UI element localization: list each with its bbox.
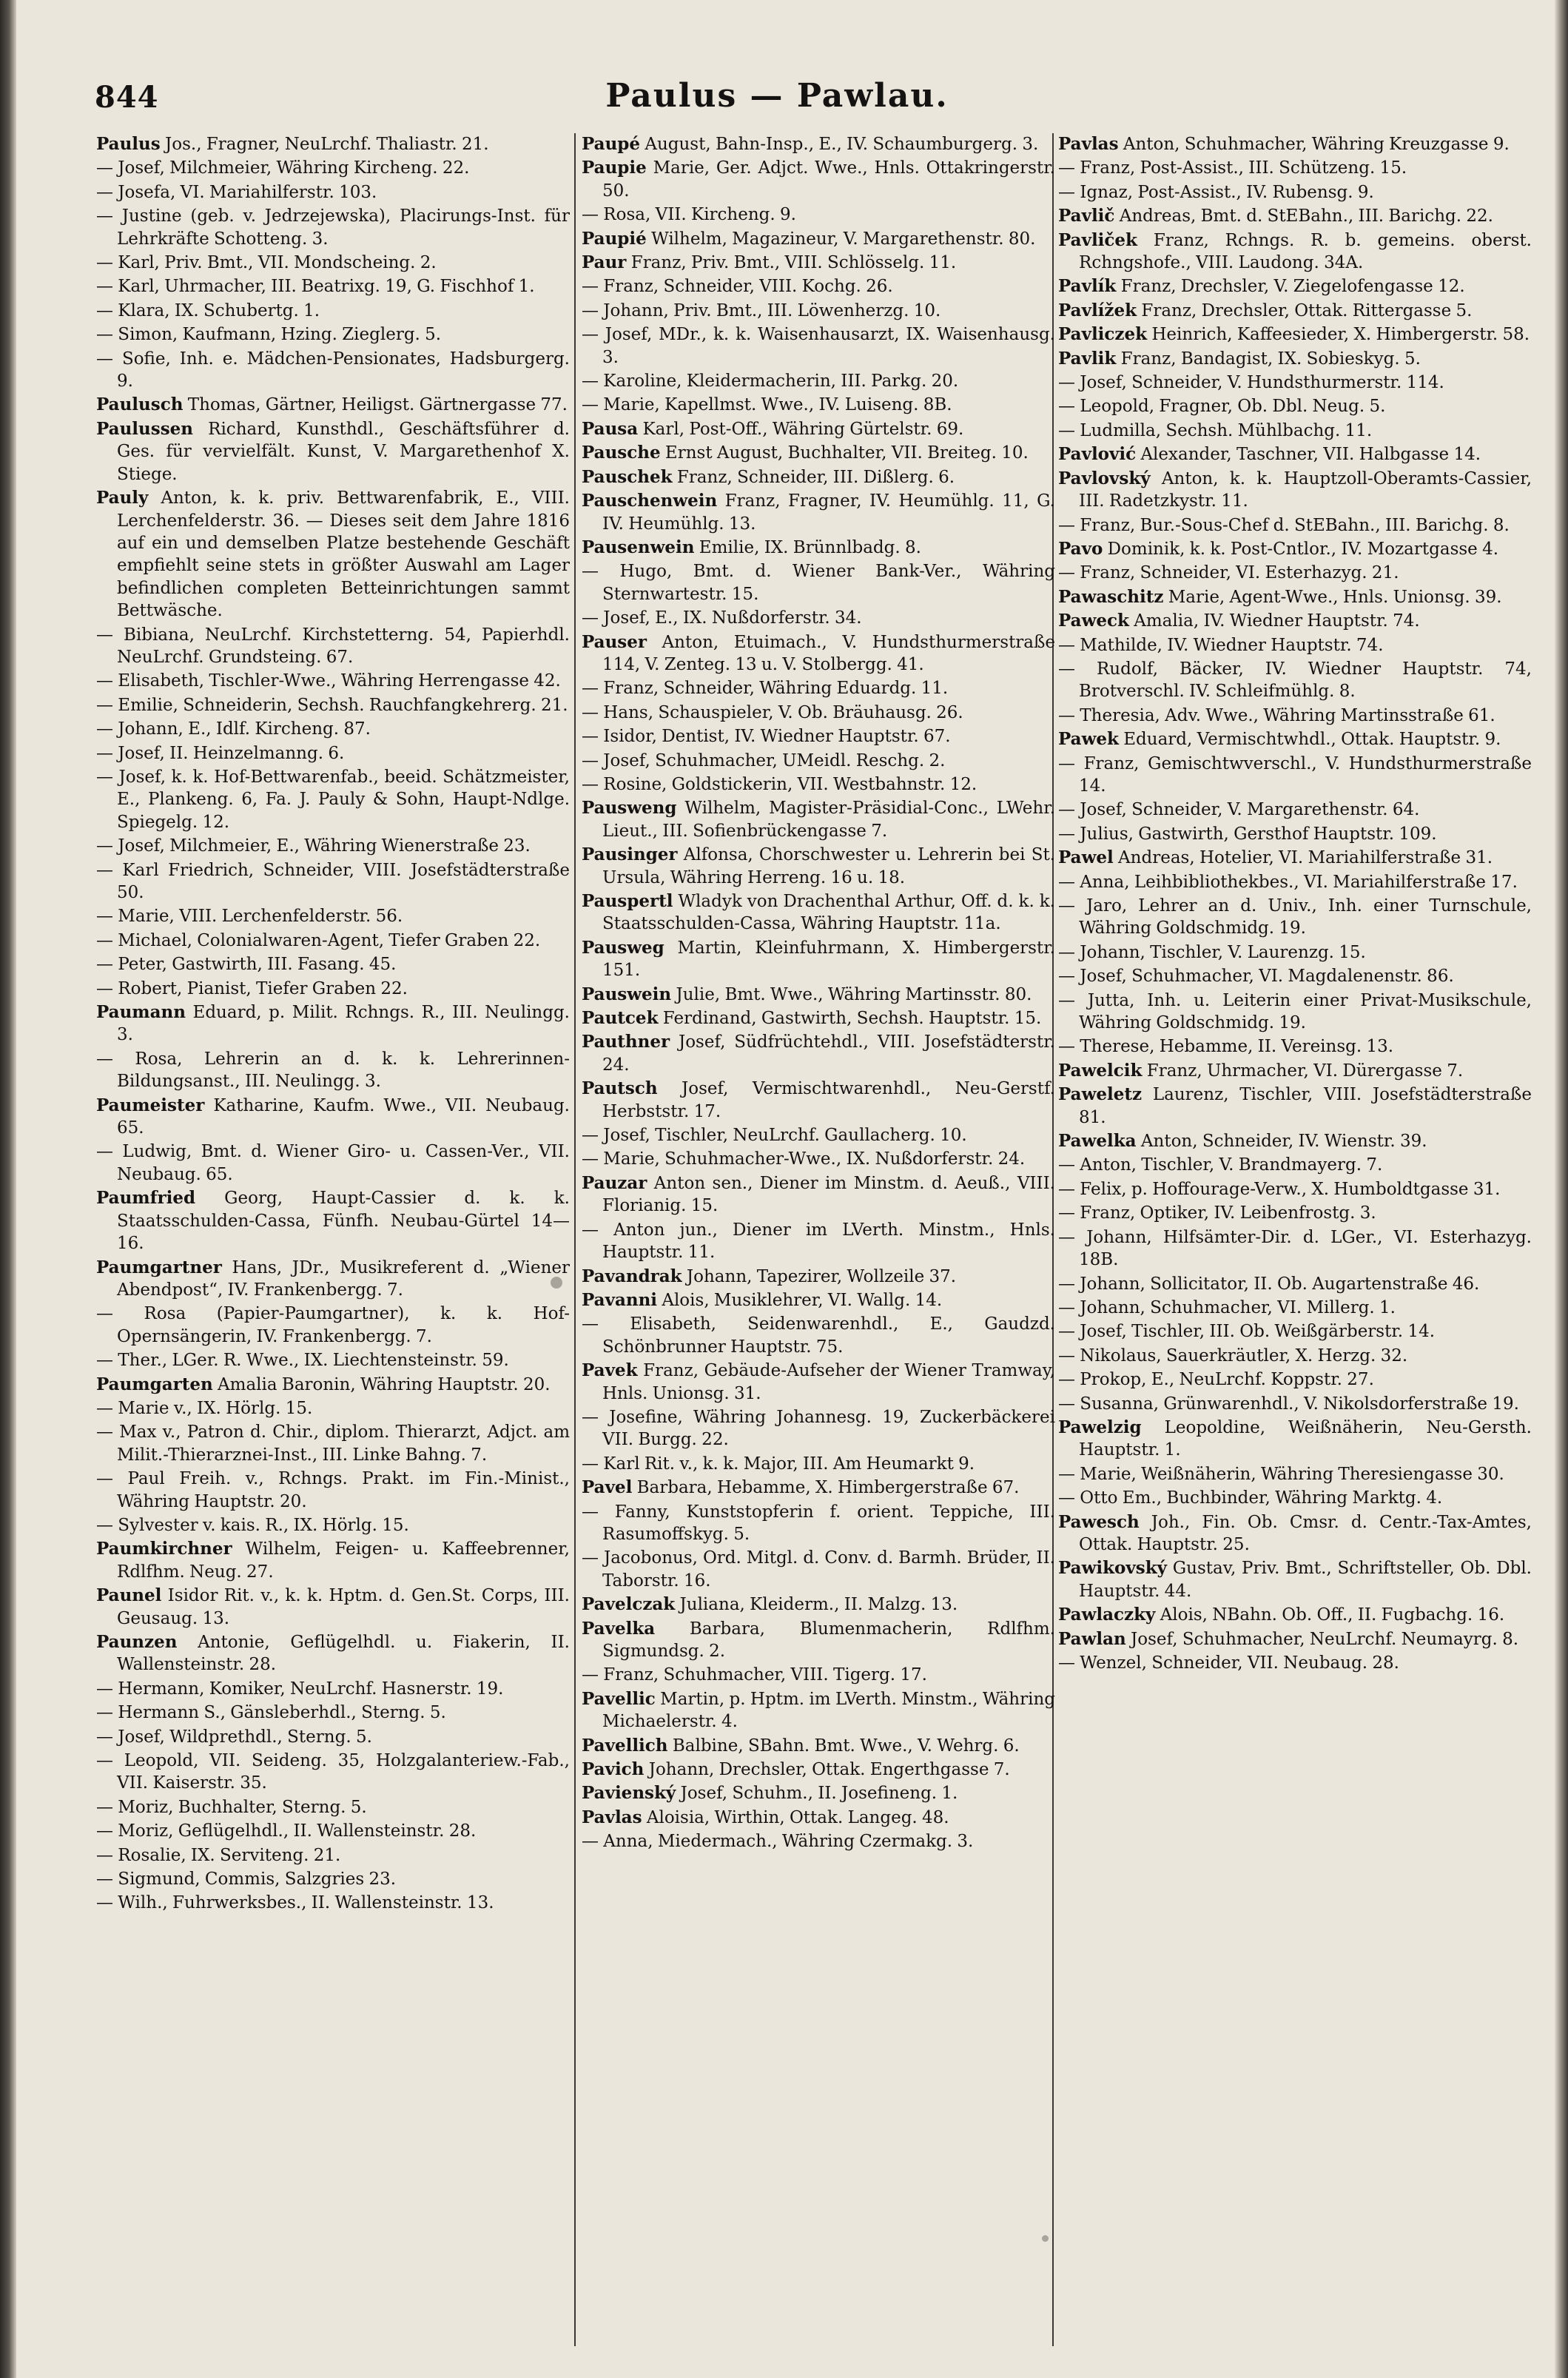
directory-entry: — Johann, Priv. Bmt., III. Löwenherzg. 10. [582, 300, 941, 320]
directory-entry: Pavliczek Heinrich, Kaffeesieder, X. Himbergerstr. 58. [1058, 324, 1530, 345]
directory-entry: — Bibiana, NeuLrchf. Kirchstetterng. 54, Papierhdl. NeuLrchf. Grundsteing. 67. [96, 625, 570, 667]
directory-entry: — Franz, Optiker, IV. Leibenfrostg. 3. [1058, 1203, 1376, 1223]
directory-entry: — Josef, Schneider, V. Hundsthurmerstr. 114. [1058, 373, 1444, 393]
directory-entry: — Franz, Gemischtwverschl., V. Hundsthurmerstraße 14. [1058, 753, 1532, 796]
directory-entry: Paupié Wilhelm, Magazineur, V. Margarethenstr. 80. [582, 228, 1036, 249]
directory-entry: — Franz, Schuhmacher, VIII. Tigerg. 17. [582, 1665, 927, 1685]
directory-entry: Pawelzig Leopoldine, Weißnäherin, Neu-Gersth. Hauptstr. 1. [1058, 1417, 1532, 1460]
entry-surname: Pausinger [582, 844, 678, 865]
directory-entry: Pavlović Alexander, Taschner, VII. Halbgasse 14. [1058, 444, 1481, 465]
entry-surname: Pavlik [1058, 348, 1117, 369]
directory-entry: — Paul Freih. v., Rchngs. Prakt. im Fin.-Minist., Währing Hauptstr. 20. [96, 1469, 570, 1511]
page-number: 844 [95, 80, 159, 115]
directory-entry: Pavanni Alois, Musiklehrer, VI. Wallg. 14. [582, 1289, 943, 1310]
entry-surname: Pawikovský [1058, 1558, 1168, 1579]
directory-entry: — Susanna, Grünwarenhdl., V. Nikolsdorferstraße 19. [1058, 1394, 1519, 1414]
directory-entry: — Karl, Uhrmacher, III. Beatrixg. 19, G. Fischhof 1. [96, 277, 535, 297]
entry-surname: Paweck [1058, 611, 1129, 631]
page-edge-left [0, 0, 16, 2378]
directory-entry: Paulusch Thomas, Gärtner, Heiligst. Gärtnergasse 77. [96, 394, 568, 415]
directory-entry: — Marie, Weißnäherin, Währing Theresiengasse 30. [1058, 1464, 1504, 1484]
entry-surname: Pavel [582, 1477, 633, 1498]
directory-entry: Pausweg Martin, Kleinfuhrmann, X. Himbergerstr. 151. [582, 937, 1055, 981]
entry-surname: Pauthner [582, 1032, 670, 1052]
entry-surname: Pavienský [582, 1783, 676, 1804]
directory-entry: — Johann, Hilfsämter-Dir. d. LGer., VI. Esterhazyg. 18B. [1058, 1227, 1532, 1270]
directory-entry: — Michael, Colonialwaren-Agent, Tiefer Graben 22. [96, 930, 541, 950]
directory-entry: — Prokop, E., NeuLrchf. Koppstr. 27. [1058, 1370, 1374, 1390]
directory-entry: Pausweng Wilhelm, Magister-Präsidial-Conc., LWehr. Lieut., III. Sofienbrückengasse 7. [582, 798, 1055, 841]
directory-entry: — Josef, Milchmeier, Währing Kircheng. 22. [96, 158, 470, 178]
directory-entry: — Johann, E., Idlf. Kircheng. 87. [96, 719, 371, 739]
directory-entry: Paumkirchner Wilhelm, Feigen- u. Kaffeebrenner, Rdlfhm. Neug. 27. [96, 1539, 570, 1582]
directory-entry: Pavlik Franz, Bandagist, IX. Sobieskyg. 5. [1058, 348, 1421, 369]
directory-entry: Pausa Karl, Post-Off., Währing Gürtelstr. 69. [582, 418, 964, 439]
directory-entry: — Josef, Milchmeier, E., Währing Wienerstraße 23. [96, 836, 531, 856]
entry-surname: Pawel [1058, 847, 1114, 868]
directory-entry: Pausenwein Emilie, IX. Brünnlbadg. 8. [582, 537, 921, 557]
directory-entry: — Josef, Wildprethdl., Sterng. 5. [96, 1727, 372, 1747]
directory-entry: Pavel Barbara, Hebamme, X. Himbergerstraße 67. [582, 1477, 1020, 1498]
entry-surname: Pausweng [582, 798, 677, 819]
directory-entry: — Rosa, VII. Kircheng. 9. [582, 205, 796, 225]
directory-entry: — Sofie, Inh. e. Mädchen-Pensionates, Hadsburgerg. 9. [96, 349, 570, 392]
directory-entry: — Johann, Sollicitator, II. Ob. Augartenstraße 46. [1058, 1274, 1480, 1294]
directory-entry: — Ther., LGer. R. Wwe., IX. Liechtensteinstr. 59. [96, 1351, 509, 1371]
entry-surname: Paumgarten [96, 1374, 213, 1394]
entry-surname: Pausweg [582, 937, 664, 958]
entry-surname: Pawesch [1058, 1511, 1140, 1532]
entry-surname: Paunzen [96, 1632, 178, 1652]
entry-surname: Pavlížek [1058, 300, 1137, 320]
entry-surname: Pawelzig [1058, 1417, 1142, 1437]
directory-entry: — Anna, Leihbibliothekbes., VI. Mariahilferstraße 17. [1058, 872, 1518, 892]
directory-entry: — Wenzel, Schneider, VII. Neubaug. 28. [1058, 1653, 1399, 1673]
directory-entry: Pawelka Anton, Schneider, IV. Wienstr. 39. [1058, 1131, 1427, 1152]
directory-entry: Pausinger Alfonsa, Chorschwester u. Lehrerin bei St. Ursula, Währing Herreng. 16 u. 18. [582, 844, 1055, 887]
entry-surname: Pauschenwein [582, 491, 718, 511]
directory-entry: Paumeister Katharine, Kaufm. Wwe., VII. Neubaug. 65. [96, 1095, 570, 1138]
directory-entry: — Franz, Bur.-Sous-Chef d. StEBahn., III. Barichg. 8. [1058, 515, 1510, 535]
directory-entry: Pawlaczky Alois, NBahn. Ob. Off., II. Fugbachg. 16. [1058, 1605, 1505, 1625]
directory-entry: — Moriz, Buchhalter, Sterng. 5. [96, 1797, 367, 1817]
directory-entry: — Leopold, Fragner, Ob. Dbl. Neug. 5. [1058, 397, 1386, 417]
directory-entry: Pawlan Josef, Schuhmacher, NeuLrchf. Neumayrg. 8. [1058, 1628, 1519, 1649]
entry-surname: Pavelka [582, 1618, 656, 1639]
directory-entry: Pauschenwein Franz, Fragner, IV. Heumühlg. 11, G. IV. Heumühlg. 13. [582, 491, 1055, 534]
directory-entry: Pawikovský Gustav, Priv. Bmt., Schriftsteller, Ob. Dbl. Hauptstr. 44. [1058, 1558, 1532, 1601]
directory-entry: — Nikolaus, Sauerkräutler, X. Herzg. 32. [1058, 1346, 1408, 1366]
entry-surname: Pavellich [582, 1735, 668, 1756]
entry-surname: Pavlovský [1058, 468, 1151, 488]
directory-entry: Pawek Eduard, Vermischtwhdl., Ottak. Hauptstr. 9. [1058, 729, 1501, 750]
directory-entry: Paumfried Georg, Haupt-Cassier d. k. k. Staatsschulden-Cassa, Fünfh. Neubau-Gürtel 14—16. [96, 1188, 570, 1254]
directory-entry: — Fanny, Kunststopferin f. orient. Teppiche, III. Rasumoffskyg. 5. [582, 1502, 1055, 1544]
directory-entry: — Theresia, Adv. Wwe., Währing Martinsstraße 61. [1058, 705, 1495, 725]
entry-surname: Pavlas [582, 1807, 642, 1827]
directory-entry: — Marie, Schuhmacher-Wwe., IX. Nußdorferstr. 24. [582, 1149, 1026, 1169]
directory-entry: Pauschek Franz, Schneider, III. Dißlerg. 6. [582, 466, 955, 487]
directory-entry: — Josef, MDr., k. k. Waisenhausarzt, IX. Waisenhausg. 3. [582, 325, 1055, 367]
directory-entry: — Marie, Kapellmst. Wwe., IV. Luiseng. 8B. [582, 395, 952, 415]
directory-entry: — Josef, E., IX. Nußdorferstr. 34. [582, 608, 862, 628]
entry-surname: Pavek [582, 1360, 638, 1381]
directory-column-3 [1058, 133, 1532, 2346]
directory-entry: — Julius, Gastwirth, Gersthof Hauptstr. 109. [1058, 824, 1437, 844]
directory-entry: — Rosa (Papier-Paumgartner), k. k. Hof-Opernsängerin, IV. Frankenbergg. 7. [96, 1304, 570, 1346]
directory-entry: — Franz, Schneider, Währing Eduardg. 11. [582, 679, 949, 699]
directory-entry: Pawesch Joh., Fin. Ob. Cmsr. d. Centr.-Tax-Amtes, Ottak. Hauptstr. 25. [1058, 1511, 1532, 1554]
directory-entry: — Franz, Schneider, VI. Esterhazyg. 21. [1058, 563, 1399, 583]
directory-entry: Paunel Isidor Rit. v., k. k. Hptm. d. Gen.St. Corps, III. Geusaug. 13. [96, 1585, 570, 1628]
directory-entry: — Johann, Schuhmacher, VI. Millerg. 1. [1058, 1297, 1396, 1317]
directory-entry: Paweletz Laurenz, Tischler, VIII. Josefstädterstraße 81. [1058, 1084, 1532, 1127]
directory-entry: Pauthner Josef, Südfrüchtehdl., VIII. Josefstädterstr. 24. [582, 1032, 1055, 1075]
directory-entry: — Josef, Schneider, V. Margarethenstr. 64. [1058, 800, 1420, 820]
directory-entry: — Hermann, Komiker, NeuLrchf. Hasnerstr. 19. [96, 1679, 504, 1699]
directory-entry: — Karoline, Kleidermacherin, III. Parkg. 20. [582, 372, 959, 392]
directory-entry: — Marie, VIII. Lerchenfelderstr. 56. [96, 907, 403, 927]
entry-surname: Pawelcik [1058, 1060, 1143, 1081]
directory-entry: Pawelcik Franz, Uhrmacher, VI. Dürergasse 7. [1058, 1060, 1464, 1081]
entry-surname: Pavellic [582, 1688, 656, 1709]
entry-surname: Pausche [582, 443, 661, 463]
directory-entry: Paweck Amalia, IV. Wiedner Hauptstr. 74. [1058, 611, 1420, 631]
entry-surname: Pauly [96, 488, 149, 508]
directory-entry: Pavlížek Franz, Drechsler, Ottak. Rittergasse 5. [1058, 300, 1473, 320]
directory-entry: — Karl Friedrich, Schneider, VIII. Josefstädterstraße 50. [96, 860, 570, 902]
directory-entry: — Sigmund, Commis, Salzgries 23. [96, 1870, 397, 1890]
entry-surname: Paupié [582, 228, 647, 249]
entry-surname: Paweletz [1058, 1084, 1143, 1105]
directory-entry: — Ludwig, Bmt. d. Wiener Giro- u. Cassen-Ver., VII. Neubaug. 65. [96, 1142, 570, 1184]
directory-entry: Paumgarten Amalia Baronin, Währing Hauptstr. 20. [96, 1374, 551, 1394]
entry-surname: Paur [582, 252, 627, 273]
directory-entry: Pavelczak Juliana, Kleiderm., II. Malzg. 13. [582, 1594, 958, 1615]
directory-entry: — Max v., Patron d. Chir., diplom. Thierarzt, Adjct. am Milit.-Thierarznei-Inst., III. Linke Bahng. 7. [96, 1423, 570, 1465]
entry-surname: Paulusch [96, 394, 184, 415]
directory-entry: Pautcek Ferdinand, Gastwirth, Sechsh. Hauptstr. 15. [582, 1008, 1042, 1029]
directory-entry: — Rudolf, Bäcker, IV. Wiedner Hauptstr. 74, Brotverschl. IV. Schleifmühlg. 8. [1058, 659, 1532, 702]
directory-entry: — Rosa, Lehrerin an d. k. k. Lehrerinnen-Bildungsanst., III. Neulingg. 3. [96, 1049, 570, 1092]
directory-entry: — Anton, Tischler, V. Brandmayerg. 7. [1058, 1155, 1383, 1175]
entry-surname: Pavlík [1058, 276, 1117, 297]
directory-entry: Pausche Ernst August, Buchhalter, VII. Breiteg. 10. [582, 443, 1029, 463]
directory-entry: Pavienský Josef, Schuhm., II. Josefineng. 1. [582, 1783, 958, 1804]
entry-surname: Pauspertl [582, 891, 673, 911]
directory-entry: — Hugo, Bmt. d. Wiener Bank-Ver., Währing Sternwartestr. 15. [582, 562, 1055, 604]
directory-entry: — Jaro, Lehrer an d. Univ., Inh. einer Turnschule, Währing Goldschmidg. 19. [1058, 896, 1532, 938]
entry-surname: Paupie [582, 158, 647, 178]
entry-surname: Pavelczak [582, 1594, 676, 1615]
running-head: Paulus — Pawlau. [605, 77, 949, 115]
directory-entry: Pauser Anton, Etuimach., V. Hundsthurmerstraße 114, V. Zenteg. 13 u. V. Stolbergg. 41. [582, 631, 1055, 674]
directory-entry: Paulussen Richard, Kunsthdl., Geschäftsführer d. Ges. für vervielfält. Kunst, V. Margarethenhof X. Stiege. [96, 418, 570, 484]
directory-entry: — Rosalie, IX. Serviteng. 21. [96, 1845, 341, 1865]
directory-column-2 [582, 133, 1055, 2346]
entry-surname: Paulus [96, 134, 161, 154]
entry-surname: Pavlas [1058, 134, 1119, 154]
entry-surname: Pausa [582, 418, 639, 439]
entry-surname: Paumfried [96, 1188, 196, 1209]
directory-entry: Pavich Johann, Drechsler, Ottak. Engerthgasse 7. [582, 1759, 1010, 1780]
directory-entry: — Justine (geb. v. Jedrzejewska), Placirungs-Inst. für Lehrkräfte Schotteng. 3. [96, 206, 570, 249]
directory-entry: Paumann Eduard, p. Milit. Rchngs. R., III. Neulingg. 3. [96, 1002, 570, 1045]
directory-entry: — Elisabeth, Tischler-Wwe., Währing Herrengasse 42. [96, 671, 561, 691]
entry-surname: Pavich [582, 1759, 645, 1780]
directory-entry: Pavellic Martin, p. Hptm. im LVerth. Minstm., Währing Michaelerstr. 4. [582, 1688, 1055, 1732]
directory-entry: — Simon, Kaufmann, Hzing. Zieglerg. 5. [96, 325, 442, 345]
directory-entry: Pauswein Julie, Bmt. Wwe., Währing Martinsstr. 80. [582, 984, 1032, 1004]
directory-entry: — Moriz, Geflügelhdl., II. Wallensteinstr. 28. [96, 1821, 477, 1841]
column-rule [574, 133, 576, 2346]
directory-entry: Pauzar Anton sen., Diener im Minstm. d. Aeuß., VIII. Florianig. 15. [582, 1172, 1055, 1216]
directory-entry: — Mathilde, IV. Wiedner Hauptstr. 74. [1058, 635, 1384, 655]
ink-speck [1042, 2235, 1049, 2242]
entry-surname: Pavlović [1058, 444, 1137, 465]
directory-entry: Pawaschitz Marie, Agent-Wwe., Hnls. Unionsg. 39. [1058, 586, 1502, 607]
directory-entry: — Hans, Schauspieler, V. Ob. Bräuhausg. 26. [582, 702, 963, 722]
directory-entry: Paulus Jos., Fragner, NeuLrchf. Thaliastr. 21. [96, 134, 489, 154]
directory-entry: — Otto Em., Buchbinder, Währing Marktg. 4. [1058, 1488, 1443, 1508]
directory-entry: — Sylvester v. kais. R., IX. Hörlg. 15. [96, 1515, 409, 1535]
directory-entry: Paur Franz, Priv. Bmt., VIII. Schlösselg. 11. [582, 252, 957, 273]
directory-entry: — Elisabeth, Seidenwarenhdl., E., Gaudzd. Schönbrunner Hauptstr. 75. [582, 1314, 1055, 1357]
entry-surname: Pawlan [1058, 1628, 1126, 1649]
entry-surname: Paumeister [96, 1095, 205, 1115]
page-edge-right [1555, 0, 1568, 2378]
entry-surname: Pavlič [1058, 206, 1115, 226]
entry-surname: Paumann [96, 1002, 186, 1023]
directory-entry: — Josef, II. Heinzelmanng. 6. [96, 743, 345, 763]
entry-surname: Pawek [1058, 729, 1119, 750]
directory-entry: — Peter, Gastwirth, III. Fasang. 45. [96, 955, 397, 975]
directory-entry: Pautsch Josef, Vermischtwarenhdl., Neu-Gerstf. Herbststr. 17. [582, 1078, 1055, 1121]
directory-entry: Pavliček Franz, Rchngs. R. b. gemeins. oberst. Rchngshofe., VIII. Laudong. 34A. [1058, 229, 1532, 273]
directory-entry: Pavlič Andreas, Bmt. d. StEBahn., III. Barichg. 22. [1058, 206, 1493, 226]
directory-entry: — Hermann S., Gänsleberhdl., Sterng. 5. [96, 1703, 446, 1723]
directory-entry: Pauly Anton, k. k. priv. Bettwarenfabrik, E., VIII. Lerchenfelderstr. 36. — Dieses seit dem Jahre 1816 auf ein und demselben Platze bestehende Geschäft empfiehlt seine stets in größter Auswahl am Lager befindlichen completen Betteinrichtungen sammt Bettwäsche. [96, 488, 570, 621]
entry-surname: Pausenwein [582, 537, 695, 557]
directory-entry: Pavo Dominik, k. k. Post-Cntlor., IV. Mozartgasse 4. [1058, 538, 1499, 559]
directory-entry: — Marie v., IX. Hörlg. 15. [96, 1398, 313, 1418]
directory-entry: Paupie Marie, Ger. Adjct. Wwe., Hnls. Ottakringerstr. 50. [582, 158, 1055, 201]
directory-entry: Pavellich Balbine, SBahn. Bmt. Wwe., V. Wehrg. 6. [582, 1735, 1020, 1756]
directory-entry: Pavlas Anton, Schuhmacher, Währing Kreuzgasse 9. [1058, 134, 1510, 154]
directory-entry: Pavlík Franz, Drechsler, V. Ziegelofengasse 12. [1058, 276, 1465, 297]
directory-entry: — Leopold, VII. Seideng. 35, Holzgalanteriew.-Fab., VII. Kaiserstr. 35. [96, 1751, 570, 1793]
directory-entry: Pavek Franz, Gebäude-Aufseher der Wiener Tramway, Hnls. Unionsg. 31. [582, 1360, 1055, 1403]
entry-surname: Paumkirchner [96, 1539, 232, 1559]
directory-entry: — Emilie, Schneiderin, Sechsh. Rauchfangkehrerg. 21. [96, 695, 568, 715]
entry-surname: Pautcek [582, 1008, 659, 1029]
directory-entry: — Josef, Tischler, III. Ob. Weißgärberstr. 14. [1058, 1322, 1436, 1342]
entry-surname: Pavliček [1058, 229, 1137, 250]
entry-surname: Paunel [96, 1585, 162, 1606]
directory-entry: — Franz, Schneider, VIII. Kochg. 26. [582, 277, 893, 297]
directory-entry: — Jacobonus, Ord. Mitgl. d. Conv. d. Barmh. Brüder, II. Taborstr. 16. [582, 1548, 1055, 1591]
directory-entry: — Felix, p. Hoffourage-Verw., X. Humboldtgasse 31. [1058, 1179, 1501, 1199]
entry-surname: Pavo [1058, 538, 1103, 559]
entry-surname: Paulussen [96, 418, 194, 439]
entry-surname: Paupé [582, 134, 641, 154]
directory-entry: Paunzen Antonie, Geflügelhdl. u. Fiakerin, II. Wallensteinstr. 28. [96, 1632, 570, 1675]
directory-entry: — Klara, IX. Schubertg. 1. [96, 300, 320, 320]
directory-entry: Pavlovský Anton, k. k. Hauptzoll-Oberamts-Cassier, III. Radetzkystr. 11. [1058, 468, 1532, 511]
entry-surname: Pawlaczky [1058, 1605, 1156, 1625]
directory-entry: — Josef, Schuhmacher, VI. Magdalenenstr. 86. [1058, 967, 1454, 987]
directory-entry: Pavlas Aloisia, Wirthin, Ottak. Langeg. 48. [582, 1807, 949, 1827]
entry-surname: Pauser [582, 631, 647, 652]
entry-surname: Pawaschitz [1058, 586, 1164, 607]
directory-entry: — Josef, Schuhmacher, UMeidl. Reschg. 2. [582, 750, 946, 770]
directory-entry: — Ignaz, Post-Assist., IV. Rubensg. 9. [1058, 182, 1374, 202]
entry-surname: Paumgartner [96, 1257, 222, 1277]
directory-column-1 [96, 133, 570, 2346]
directory-entry: — Wilh., Fuhrwerksbes., II. Wallensteinstr. 13. [96, 1893, 494, 1913]
directory-entry: — Anna, Miedermach., Währing Czermakg. 3. [582, 1832, 974, 1852]
entry-surname: Pavanni [582, 1289, 658, 1310]
directory-entry: — Anton jun., Diener im LVerth. Minstm., Hnls. Hauptstr. 11. [582, 1220, 1055, 1263]
entry-surname: Pautsch [582, 1078, 658, 1099]
directory-entry: — Josefine, Währing Johannesg. 19, Zuckerbäckerei VII. Burgg. 22. [582, 1407, 1055, 1450]
ink-speck [551, 1277, 562, 1289]
directory-entry: — Franz, Post-Assist., III. Schützeng. 15. [1058, 158, 1407, 178]
entry-surname: Pavliczek [1058, 324, 1148, 345]
directory-entry: Pavelka Barbara, Blumenmacherin, Rdlfhm. Sigmundsg. 2. [582, 1618, 1055, 1661]
directory-entry: Paumgartner Hans, JDr., Musikreferent d. „Wiener Abendpost“, IV. Frankenbergg. 7. [96, 1257, 570, 1300]
directory-entry: — Robert, Pianist, Tiefer Graben 22. [96, 978, 408, 998]
entry-surname: Pavandrak [582, 1266, 682, 1286]
directory-entry: — Josef, Tischler, NeuLrchf. Gaullacherg. 10. [582, 1126, 967, 1146]
entry-surname: Pauswein [582, 984, 672, 1004]
directory-entry: — Jutta, Inh. u. Leiterin einer Privat-Musikschule, Währing Goldschmidg. 19. [1058, 990, 1532, 1033]
directory-entry: Pavandrak Johann, Tapezirer, Wollzeile 37. [582, 1266, 957, 1286]
entry-surname: Pauzar [582, 1172, 647, 1193]
directory-entry: — Isidor, Dentist, IV. Wiedner Hauptstr. 67. [582, 727, 951, 747]
directory-entry: — Ludmilla, Sechsh. Mühlbachg. 11. [1058, 420, 1373, 440]
directory-entry: Pauspertl Wladyk von Drachenthal Arthur, Off. d. k. k. Staatsschulden-Cassa, Währing Hauptstr. 11a. [582, 891, 1055, 934]
directory-entry: Pawel Andreas, Hotelier, VI. Mariahilferstraße 31. [1058, 847, 1493, 868]
directory-entry: — Rosine, Goldstickerin, VII. Westbahnstr. 12. [582, 774, 978, 794]
directory-entry: — Josefa, VI. Mariahilferstr. 103. [96, 182, 377, 202]
directory-entry: — Karl Rit. v., k. k. Major, III. Am Heumarkt 9. [582, 1454, 975, 1474]
entry-surname: Pawelka [1058, 1131, 1137, 1152]
directory-entry: — Karl, Priv. Bmt., VII. Mondscheing. 2. [96, 253, 437, 273]
directory-entry: Paupé August, Bahn-Insp., E., IV. Schaumburgerg. 3. [582, 134, 1039, 154]
entry-surname: Pauschek [582, 466, 673, 487]
directory-entry: — Therese, Hebamme, II. Vereinsg. 13. [1058, 1037, 1394, 1057]
directory-entry: — Josef, k. k. Hof-Bettwarenfab., beeid. Schätzmeister, E., Plankeng. 6, Fa. J. Pauly & Sohn, Haupt-Ndlge. Spiegelg. 12. [96, 767, 570, 832]
directory-entry: — Johann, Tischler, V. Laurenzg. 15. [1058, 942, 1366, 962]
